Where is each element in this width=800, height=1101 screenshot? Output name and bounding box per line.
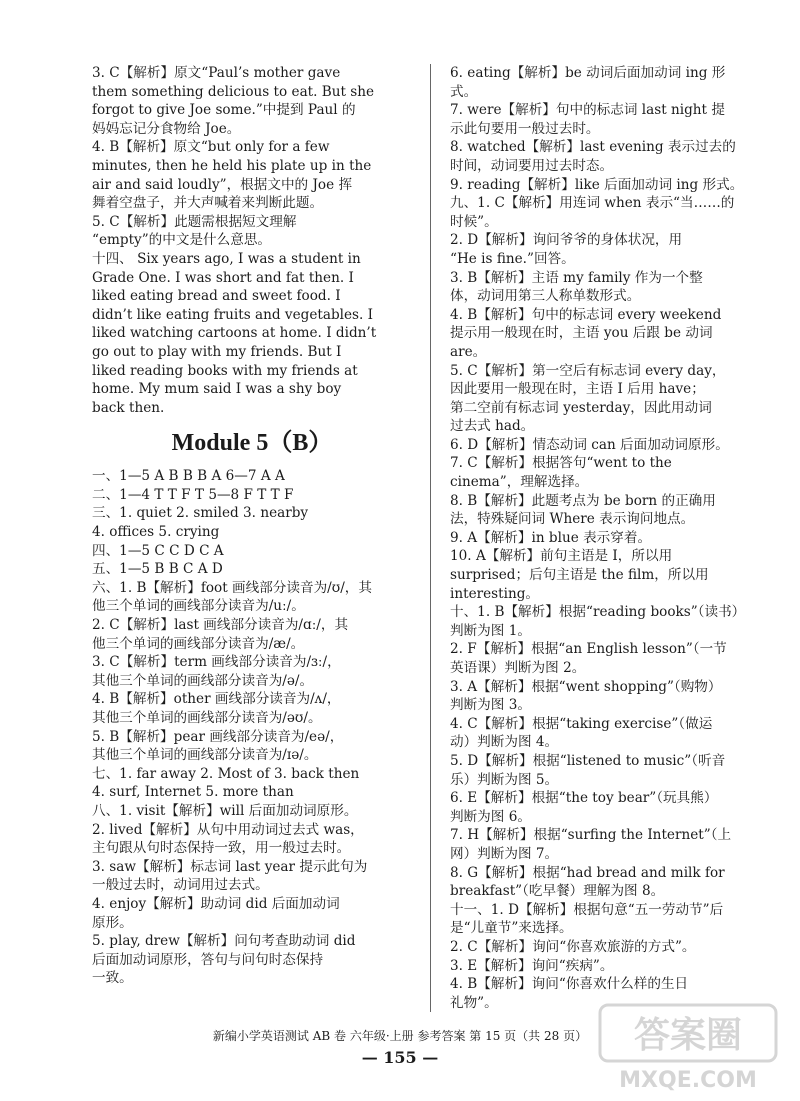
answer-line: 2. C【解析】询问“你喜欢旅游的方式”。 xyxy=(450,938,696,955)
answer-line: 过去式 had。 xyxy=(450,418,535,435)
answer-line: 5. B【解析】pear 画线部分读音为/eə/， xyxy=(92,728,344,745)
answer-line: 9. A【解析】in blue 表示穿着。 xyxy=(450,529,652,546)
answer-line: 英语课）判断为图 2。 xyxy=(450,660,586,676)
answer-line: 4. B【解析】句中的标志词 every weekend xyxy=(450,306,722,323)
answer-line: 其他三个单词的画线部分读音为/ə/。 xyxy=(92,672,314,689)
answer-line: back then. xyxy=(92,399,165,416)
answer-line: 六、1. B【解析】foot 画线部分读音为/ʊ/，其 xyxy=(92,579,372,596)
answer-line: 7. were【解析】句中的标志词 last night 提 xyxy=(450,102,725,119)
left-answers-bottom xyxy=(92,467,412,988)
answer-line: them something delicious to eat. But she xyxy=(92,83,375,100)
answer-line: 6. E【解析】根据“the toy bear”（玩具熊） xyxy=(450,790,718,807)
answer-line: liked eating bread and sweet food. I xyxy=(92,288,341,305)
answer-line: 4. B【解析】询问“你喜欢什么样的生日 xyxy=(450,976,689,993)
answer-line: liked reading books with my friends at xyxy=(92,362,358,379)
answer-line: 他三个单词的画线部分读音为/uː/。 xyxy=(92,598,305,615)
answer-line: are。 xyxy=(450,343,487,360)
answer-line: 舞着空盘子，并大声喊着来判断此题。 xyxy=(92,195,324,212)
answer-line: 4. offices 5. crying xyxy=(92,524,220,541)
answer-line: 他三个单词的画线部分读音为/æ/。 xyxy=(92,635,305,652)
answer-line: 三、1. quiet 2. smiled 3. nearby xyxy=(92,505,309,522)
answer-line: 4. B【解析】原文“but only for a few xyxy=(92,139,330,156)
answer-line: 3. saw【解析】标志词 last year 提示此句为 xyxy=(92,858,368,875)
answer-line: 4. C【解析】根据“taking exercise”（做运 xyxy=(450,715,713,732)
answer-line: 十四、 Six years ago, I was a student in xyxy=(92,250,361,267)
answer-line: 4. surf, Internet 5. more than xyxy=(92,784,294,801)
svg-text:MXQE.COM: MXQE.COM xyxy=(619,1068,757,1093)
answer-line: 4. B【解析】other 画线部分读音为/ʌ/， xyxy=(92,691,341,708)
module-heading: Module 5（B） xyxy=(171,430,333,457)
left-column xyxy=(92,64,412,988)
answer-line: 2. lived【解析】从句中用动词过去式 was， xyxy=(92,821,364,838)
answer-line: 是“儿童节”来选择。 xyxy=(450,920,573,937)
answer-line: 5. C【解析】此题需根据短文理解 xyxy=(92,213,297,230)
answer-line: 时候”。 xyxy=(450,213,498,230)
answer-line: 9. reading【解析】like 后面加动词 ing 形式。 xyxy=(450,176,744,193)
answer-line: 3. B【解析】主语 my family 作为一个整 xyxy=(450,269,703,286)
answer-line: “empty”的中文是什么意思。 xyxy=(92,232,272,249)
answer-line: 十、1. B【解析】根据“reading books”（读书） xyxy=(450,604,746,621)
answer-line: 其他三个单词的画线部分读音为/əʊ/。 xyxy=(92,710,322,726)
answer-line: 8. B【解析】此题考点为 be born 的正确用 xyxy=(450,492,716,509)
page-footer: 新编小学英语测试 AB 卷 六年级·上册 参考答案 第 15 页（共 28 页） xyxy=(212,1029,588,1043)
answer-line: 4. enjoy【解析】助动词 did 后面加动词 xyxy=(92,895,340,912)
answer-line: 网）判断为图 7。 xyxy=(450,845,559,862)
answer-line: 5. play, drew【解析】问句考查助动词 did xyxy=(92,933,356,950)
right-column xyxy=(450,64,746,1012)
answer-line: 一般过去时，动词用过去式。 xyxy=(92,877,269,894)
answer-line: cinema”，理解选择。 xyxy=(450,474,589,491)
answer-line: 判断为图 6。 xyxy=(450,808,531,825)
answer-line: liked watching cartoons at home. I didn’t xyxy=(92,325,377,342)
answer-line: go out to play with my friends. But I xyxy=(92,343,342,360)
answer-line: 七、1. far away 2. Most of 3. back then xyxy=(92,765,360,782)
answer-line: forgot to give Joe some.”中提到 Paul 的 xyxy=(92,102,356,119)
answer-line: 一、1—5 A B B B A 6—7 A A xyxy=(92,468,285,485)
answer-line: 2. F【解析】根据“an English lesson”（一节 xyxy=(450,641,727,658)
answer-line: 10. A【解析】前句主语是 I，所以用 xyxy=(450,548,673,565)
answer-line: 2. D【解析】询问爷爷的身体状况，用 xyxy=(450,232,683,249)
answer-line: 后面加动词原形，答句与问句时态保持 xyxy=(92,951,324,968)
answer-line: 体，动词用第三人称单数形式。 xyxy=(450,288,641,305)
answer-line: 乐）判断为图 5。 xyxy=(450,771,559,788)
answer-line: 礼物”。 xyxy=(450,994,498,1011)
answer-line: 3. C【解析】原文“Paul’s mother gave xyxy=(92,65,341,81)
answer-line: 二、1—4 T T F T 5—8 F T T F xyxy=(92,486,294,503)
answer-line: 九、1. C【解析】用连词 when 表示“当……的 xyxy=(450,195,735,212)
answer-line: 5. C【解析】第一空后有标志词 every day， xyxy=(450,362,726,379)
answer-line: 时间，动词要用过去时态。 xyxy=(450,157,614,174)
answer-line: 法，特殊疑问词 Where 表示询问地点。 xyxy=(450,511,695,528)
answer-line: 6. D【解析】情态动词 can 后面加动词原形。 xyxy=(450,436,729,453)
answer-line: home. My mum said I was a shy boy xyxy=(92,381,342,398)
left-answers-top xyxy=(92,64,412,417)
answer-line: 八、1. visit【解析】will 后面加动词原形。 xyxy=(92,802,358,819)
answer-line: didn’t like eating fruits and vegetables. I xyxy=(92,306,374,323)
answer-line: 3. A【解析】根据“went shopping”（购物） xyxy=(450,678,722,695)
answer-line: 主句跟从句时态保持一致，用一般过去时。 xyxy=(92,840,351,857)
answer-line: 动）判断为图 4。 xyxy=(450,734,559,751)
answer-line: 五、1—5 B B C A D xyxy=(92,561,223,578)
answer-line: 四、1—5 C C D C A xyxy=(92,542,224,559)
answer-line: air and said loudly”，根据文中的 Joe 挥 xyxy=(92,176,353,193)
answer-line: Grade One. I was short and fat then. I xyxy=(92,269,354,286)
answer-line: 原形。 xyxy=(92,914,133,931)
answer-line: 判断为图 3。 xyxy=(450,697,531,714)
answer-line: 6. eating【解析】be 动词后面加动词 ing 形 xyxy=(450,65,726,81)
answer-line: 3. C【解析】term 画线部分读音为/ɜː/， xyxy=(92,654,341,671)
answer-line: 提示用一般现在时，主语 you 后跟 be 动词 xyxy=(450,325,713,342)
answer-line: 判断为图 1。 xyxy=(450,622,531,639)
answer-line: 其他三个单词的画线部分读音为/ɪə/。 xyxy=(92,747,318,764)
answer-line: interesting。 xyxy=(450,585,539,602)
answer-line: 5. D【解析】根据“listened to music”（听音 xyxy=(450,752,726,769)
column-divider xyxy=(430,64,431,1012)
answer-line: 3. E【解析】询问“疾病”。 xyxy=(450,957,614,974)
answer-line: 2. C【解析】last 画线部分读音为/ɑː/，其 xyxy=(92,617,349,634)
answer-line: 8. G【解析】根据“had bread and milk for xyxy=(450,864,725,881)
answer-line: 7. C【解析】根据答句“went to the xyxy=(450,455,672,472)
answer-line: 8. watched【解析】last evening 表示过去的 xyxy=(450,139,736,156)
svg-text:答案圈: 答案圈 xyxy=(633,1015,743,1056)
right-answers xyxy=(450,64,746,1012)
answer-line: 因此要用一般现在时，主语 I 后用 have； xyxy=(450,381,705,398)
answer-line: 7. H【解析】根据“surfing the Internet”（上 xyxy=(450,827,732,844)
answer-line: 妈妈忘记分食物给 Joe。 xyxy=(92,120,241,137)
page-number: — 155 — xyxy=(361,1048,439,1067)
answer-line: breakfast”（吃早餐）理解为图 8。 xyxy=(450,883,665,900)
watermark-logo xyxy=(598,1003,778,1095)
answer-line: 示此句要用一般过去时。 xyxy=(450,120,600,137)
answer-line: 十一、1. D【解析】根据句意“五一劳动节”后 xyxy=(450,901,724,918)
answer-line: minutes, then he held his plate up in the xyxy=(92,157,372,174)
answer-line: 式。 xyxy=(450,83,478,100)
answer-line: surprised；后句主语是 the film，所以用 xyxy=(450,567,709,584)
answer-line: “He is fine.”回答。 xyxy=(450,250,575,267)
answer-line: 第二空前有标志词 yesterday，因此用动词 xyxy=(450,399,712,416)
answer-line: 一致。 xyxy=(92,970,133,987)
